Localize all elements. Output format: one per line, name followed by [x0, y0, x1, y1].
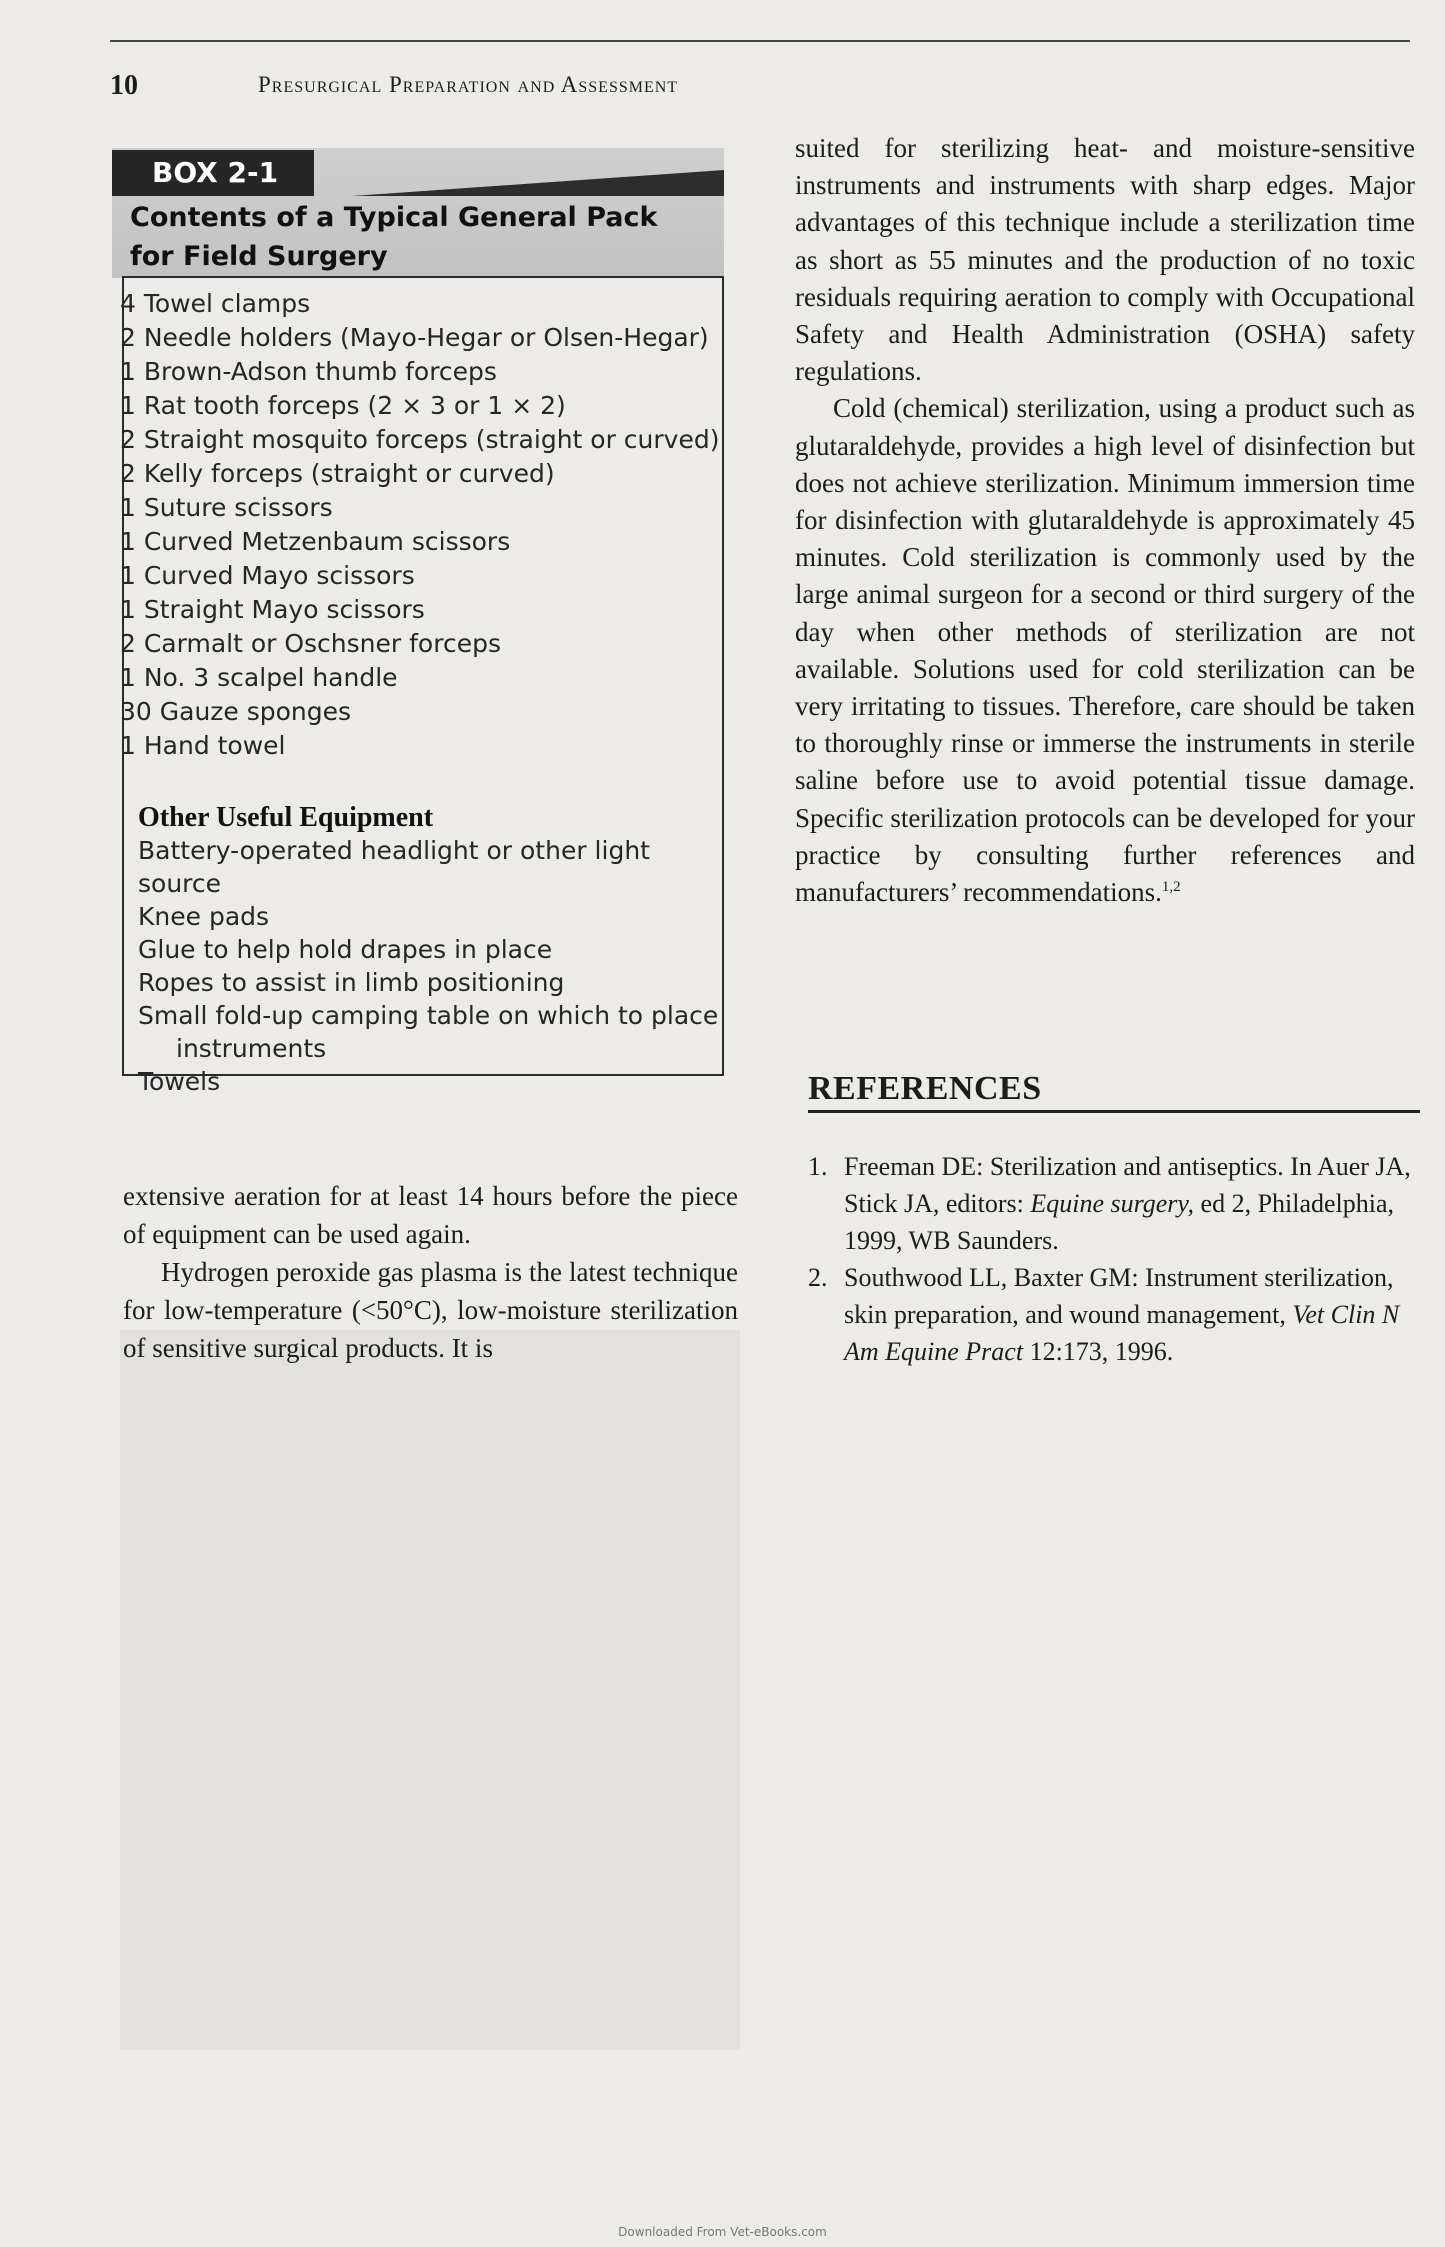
box-tag: BOX 2-1 [112, 150, 314, 196]
references-list [808, 1148, 1420, 1370]
box-item: 1 No. 3 scalpel handle [120, 663, 398, 692]
box-item: 4 Towel clamps [120, 289, 311, 318]
equipment-item-text: Glue to help hold drapes in place [138, 935, 553, 964]
box-item: 2 Needle holders (Mayo-Hegar or Olsen-Hegar) [120, 323, 709, 352]
right-paragraph-1: suited for sterilizing heat- and moisture-sensitive instruments and instruments with sharp edges. Major advantages of this technique include a sterilization time as short as 55 minutes and the production of no toxic residuals requiring aeration to comply with Occupational Safety and Health Administration (OSHA) safety regulations. [795, 133, 1415, 387]
right-paragraph-2-text: Cold (chemical) sterilization, using a product such as glutaraldehyde, provides a high level of disinfection but does not achieve sterilization. Minimum immersion time for disinfection with glutaraldehyde is approximately 45 minutes. Cold sterilization is commonly used by the large animal surgeon for a second or third surgery of the day when other methods of sterilization are not available. Solutions used for cold sterilization can be very irritating to tissues. Therefore, care should be taken to thoroughly rinse or immerse the instruments in sterile saline before use to avoid potential tissue damage. Specific sterilization protocols can be developed for your practice by consulting further references and manufacturers’ recommendations. [795, 393, 1415, 908]
equipment-item-text: Towels [138, 1067, 221, 1096]
download-note: Downloaded From Vet-eBooks.com [618, 2225, 827, 2239]
equipment-item [138, 933, 728, 966]
equipment-item [138, 834, 728, 900]
left-paragraph-1: extensive aeration for at least 14 hours before the piece of equipment can be used again. [123, 1181, 738, 1249]
box-subhead: Other Useful Equipment [138, 802, 434, 833]
references-heading: REFERENCES [808, 1070, 1420, 1113]
equipment-item [138, 1065, 728, 1098]
equipment-item-text: Knee pads [138, 902, 270, 931]
box-item: 1 Suture scissors [120, 493, 333, 522]
citation-superscript: 1,2 [1161, 879, 1181, 896]
right-column-text [795, 130, 1415, 911]
right-paragraph-2 [795, 390, 1415, 911]
reference-number: 2. [808, 1263, 828, 1292]
equipment-item [138, 966, 728, 999]
bleed-through-shadow [120, 1330, 740, 2050]
reference-italic: Vet Clin N Am Equine Pract [844, 1300, 1400, 1366]
reference-item [808, 1259, 1420, 1370]
box-stripe-graphic [352, 170, 724, 198]
running-head: Presurgical Preparation and Assessment [258, 72, 679, 97]
equipment-item [138, 999, 728, 1065]
box-item: 1 Curved Mayo scissors [120, 561, 415, 590]
box-item-list [120, 287, 720, 763]
box-item: 2 Carmalt or Oschsner forceps [120, 629, 501, 658]
box-item: 1 Curved Metzenbaum scissors [120, 527, 511, 556]
box-item: 1 Rat tooth forceps (2 × 3 or 1 × 2) [120, 391, 566, 420]
left-paragraph-2: Hydrogen peroxide gas plasma is the latest technique for low-temperature (<50°C), low-moisture sterilization of sensitive surgical products. It is [123, 1257, 738, 1363]
box-title-line1: Contents of a Typical General Pack [130, 202, 658, 233]
equipment-item-text: Battery-operated headlight or other light source [138, 836, 650, 898]
equipment-item-text: Ropes to assist in limb positioning [138, 968, 565, 997]
reference-text-end: ed 2, Philadelphia, 1999, WB Saunders. [844, 1189, 1395, 1255]
box-item: 2 Kelly forceps (straight or curved) [120, 459, 555, 488]
reference-italic: Equine surgery, [1030, 1189, 1195, 1218]
box-item: 1 Hand towel [120, 731, 286, 760]
equipment-item-text: Small fold-up camping table on which to place [138, 1001, 719, 1030]
page-top-rule [110, 40, 1410, 42]
box-title-line2: for Field Surgery [130, 241, 388, 272]
box-title [130, 198, 710, 276]
equipment-item [138, 900, 728, 933]
reference-text: Southwood LL, Baxter GM: Instrument sterilization, skin preparation, and wound management, [844, 1263, 1394, 1329]
left-column-text [123, 1177, 738, 1367]
box-item: 1 Brown-Adson thumb forceps [120, 357, 497, 386]
box-item: 2 Straight mosquito forceps (straight or curved) [120, 425, 720, 454]
reference-text: Freeman DE: Sterilization and antiseptics. In Auer JA, Stick JA, editors: [844, 1152, 1411, 1218]
box-item: 30 Gauze sponges [120, 697, 352, 726]
page-number: 10 [110, 70, 138, 101]
reference-number: 1. [808, 1152, 828, 1181]
box-equipment-list [138, 834, 728, 1098]
box-item: 1 Straight Mayo scissors [120, 595, 425, 624]
equipment-item-continuation: instruments [176, 1034, 327, 1063]
reference-text-end: 12:173, 1996. [1023, 1337, 1174, 1366]
reference-item [808, 1148, 1420, 1259]
